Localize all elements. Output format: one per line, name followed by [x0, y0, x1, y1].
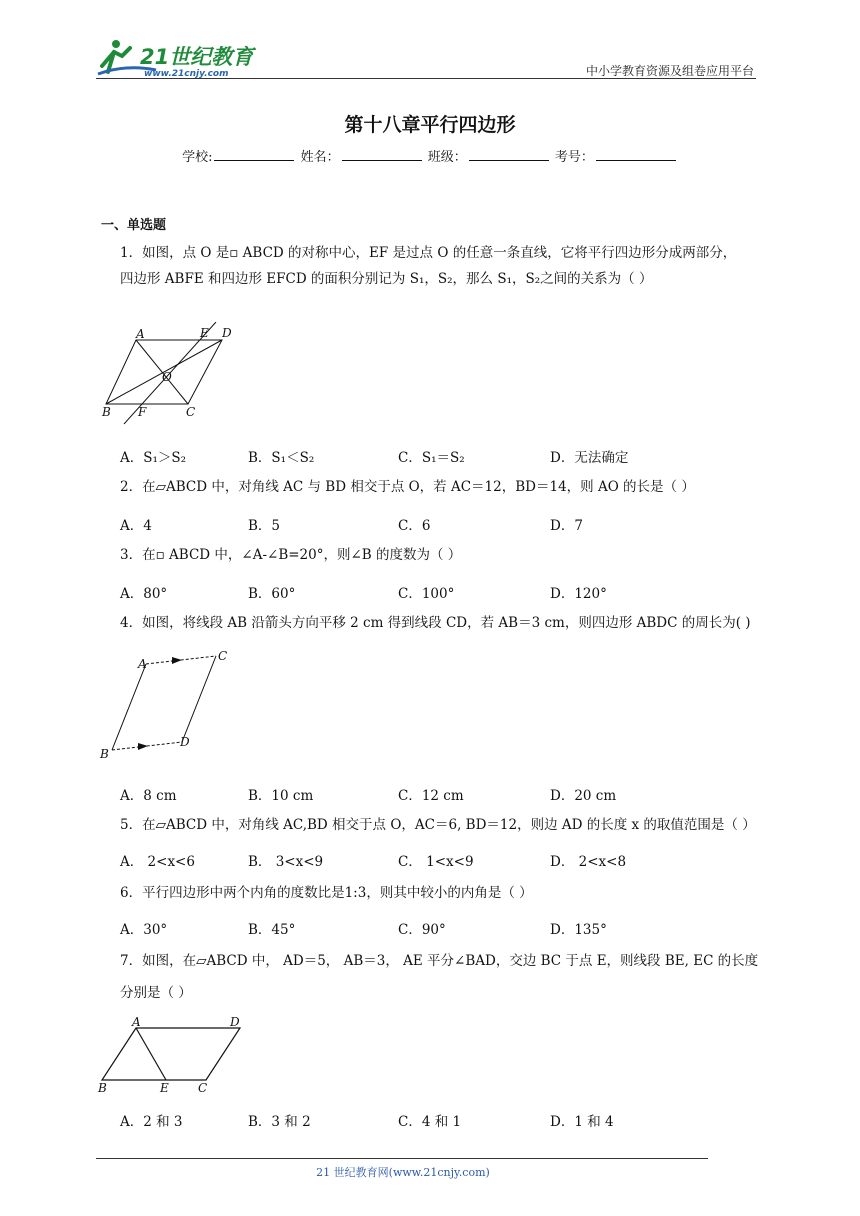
platform-name: 中小学教育资源及组卷应用平台 [585, 64, 754, 78]
option-a[interactable]: A． 2<x<6 [120, 854, 195, 870]
svg-text:A: A [136, 327, 145, 341]
option-b[interactable]: B． 3<x<9 [248, 854, 324, 870]
question-1-line1: 1．如图，点 O 是▫ ABCD 的对称中心，EF 是过点 O 的任意一条直线，它将平行四边形分成两部分， [120, 245, 737, 261]
svg-text:A: A [138, 657, 147, 671]
question-4: 4．如图，将线段 AB 沿箭头方向平移 2 cm 得到线段 CD，若 AB＝3 cm，则四边形 ABDC 的周长为( ) [120, 615, 751, 631]
option-d[interactable]: D．135° [550, 922, 607, 938]
option-a[interactable]: A．30° [120, 922, 168, 938]
svg-text:B: B [100, 747, 109, 761]
option-c[interactable]: C．100° [398, 586, 455, 602]
svg-text:D: D [180, 735, 190, 749]
school-blank[interactable] [214, 148, 294, 161]
option-a[interactable]: A．80° [120, 586, 168, 602]
question-7-line2: 分别是（ ） [120, 985, 192, 1001]
logo-text: 21世纪教育 [140, 45, 254, 69]
option-d[interactable]: D．7 [550, 518, 583, 534]
class-blank[interactable] [469, 148, 549, 161]
question-3: 3．在▫ ABCD 中，∠A-∠B=20°，则∠B 的度数为（ ） [120, 547, 462, 563]
header-divider [96, 78, 756, 79]
option-a[interactable]: A．4 [120, 518, 152, 534]
option-d[interactable]: D．无法确定 [550, 450, 629, 466]
question-1-line2: 四边形 ABFE 和四边形 EFCD 的面积分别记为 S₁，S₂，那么 S₁，S₂之间的关系为（ ） [120, 271, 653, 287]
exam-no-blank[interactable] [596, 148, 676, 161]
option-a[interactable]: A．2 和 3 [120, 1114, 183, 1130]
option-c[interactable]: C．12 cm [398, 788, 464, 804]
option-d[interactable]: D．120° [550, 586, 607, 602]
question-7 [120, 948, 770, 1006]
svg-text:F: F [138, 405, 147, 419]
option-b[interactable]: B．5 [248, 518, 281, 534]
option-d[interactable]: D．1 和 4 [550, 1114, 614, 1130]
school-label: 学校: [182, 150, 213, 165]
option-a[interactable]: A．S₁＞S₂ [120, 450, 187, 466]
svg-text:D: D [222, 326, 232, 340]
svg-text:B: B [98, 1081, 107, 1095]
class-label: 班级： [427, 150, 467, 165]
svg-text:C: C [186, 405, 196, 419]
svg-text:E: E [200, 326, 209, 340]
option-c[interactable]: C．90° [398, 922, 446, 938]
footer-divider [96, 1158, 708, 1159]
section-heading: 一、单选题 [101, 218, 167, 233]
svg-text:E: E [160, 1081, 169, 1095]
option-d[interactable]: D．20 cm [550, 788, 617, 804]
option-c[interactable]: C．4 和 1 [398, 1114, 462, 1130]
option-b[interactable]: B．S₁＜S₂ [248, 450, 315, 466]
footer-link[interactable]: 21 世纪教育网(www.21cnjy.com) [316, 1166, 490, 1179]
name-label: 姓名： [300, 150, 340, 165]
exam-no-label: 考号： [554, 150, 594, 165]
question-2: 2．在▱ABCD 中，对角线 AC 与 BD 相交于点 O，若 AC＝12，BD＝14，则 AO 的长是（ ） [120, 479, 695, 495]
question-6: 6．平行四边形中两个内角的度数比是1:3，则其中较小的内角是（ ） [120, 885, 533, 901]
option-b[interactable]: B．3 和 2 [248, 1114, 311, 1130]
figure-1 [98, 322, 248, 428]
svg-text:B: B [102, 405, 111, 419]
option-c[interactable]: C．6 [398, 518, 431, 534]
logo-url: www.21cnjy.com [144, 69, 229, 79]
option-b[interactable]: B．45° [248, 922, 296, 938]
svg-text:A: A [132, 1015, 141, 1029]
svg-text:C: C [198, 1081, 208, 1095]
svg-text:C: C [218, 649, 228, 663]
svg-text:O: O [162, 370, 172, 384]
option-b[interactable]: B．60° [248, 586, 296, 602]
svg-text:D: D [230, 1015, 240, 1029]
figure-3 [96, 1010, 256, 1098]
question-5: 5．在▱ABCD 中，对角线 AC,BD 相交于点 O，AC＝6, BD＝12，则边 AD 的长度 x 的取值范围是（ ） [120, 817, 756, 833]
page-title: 第十八章平行四边形 [344, 114, 516, 136]
option-b[interactable]: B．10 cm [248, 788, 314, 804]
name-blank[interactable] [342, 148, 422, 161]
question-7-line1: 7．如图，在▱ABCD 中， AD＝5， AB＝3， AE 平分∠BAD，交边 BC 于点 E，则线段 BE, EC 的长度 [120, 953, 759, 969]
logo [96, 36, 266, 80]
option-d[interactable]: D． 2<x<8 [550, 854, 627, 870]
option-a[interactable]: A．8 cm [120, 788, 177, 804]
question-1 [120, 240, 770, 292]
option-c[interactable]: C． 1<x<9 [398, 854, 474, 870]
figure-2 [96, 646, 246, 762]
student-info [0, 146, 860, 165]
option-c[interactable]: C．S₁＝S₂ [398, 450, 465, 466]
